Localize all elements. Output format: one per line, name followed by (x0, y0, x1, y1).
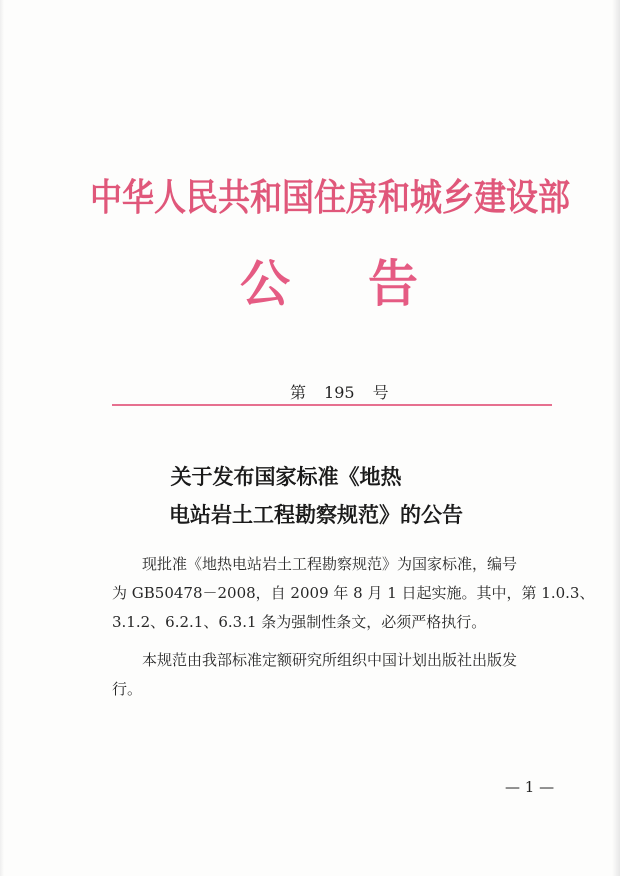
number-prefix: 第 (290, 383, 307, 402)
announcement-title-line-1: 关于发布国家标准《地热 (170, 464, 402, 489)
body-line: 现批准《地热电站岩土工程勘察规范》为国家标准，编号 (142, 555, 518, 573)
scan-edge (612, 0, 620, 876)
document-number (290, 380, 398, 403)
body-line: 行。 (112, 680, 143, 698)
red-divider-line (112, 404, 552, 406)
body-line: 3.1.2、6.2.1、6.3.1 条为强制性条文，必须严格执行。 (112, 613, 487, 631)
document-type-heading (240, 244, 418, 316)
body-paragraph-1 (112, 550, 595, 637)
number-suffix: 号 (372, 383, 389, 402)
body-line: 为 GB50478－2008，自 2009 年 8 月 1 日起实施。其中，第 1.0.3、 (112, 584, 595, 602)
body-paragraph-2 (112, 646, 572, 704)
page-number: — 1 — (505, 778, 555, 796)
number-value: 195 (324, 383, 355, 402)
scan-edge (0, 0, 4, 876)
announcement-title-line-2: 电站岩土工程勘察规范》的公告 (169, 502, 463, 527)
doc-type-char: 公 (240, 254, 290, 313)
body-line: 本规范由我部标准定额研究所组织中国计划出版社出版发 (142, 651, 518, 669)
doc-type-char: 告 (368, 254, 418, 313)
issuing-authority: 中华人民共和国住房和城乡建设部 (89, 175, 570, 220)
